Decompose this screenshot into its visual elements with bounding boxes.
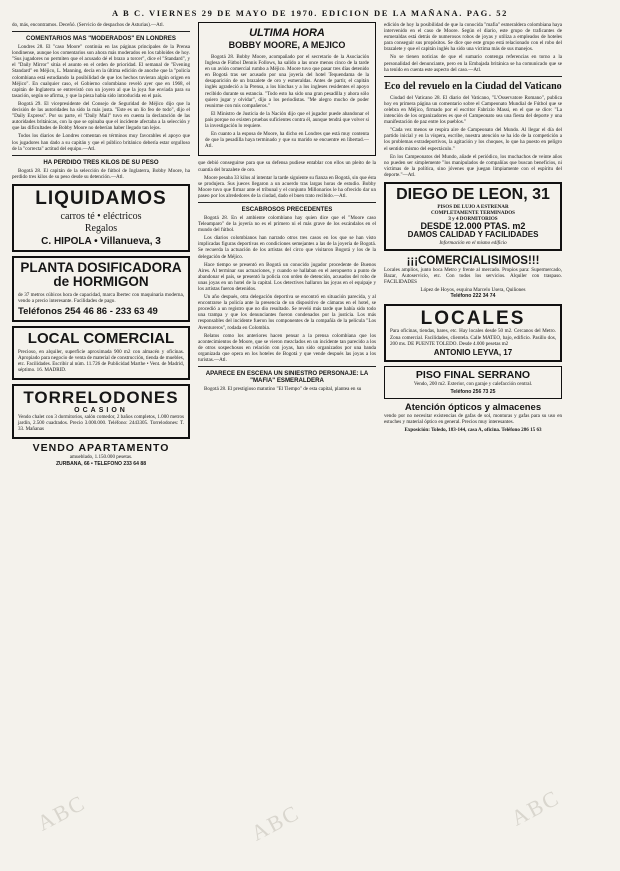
ad-title: LOCAL COMERCIAL (27, 329, 175, 347)
divider (12, 31, 190, 32)
headline-mafia: APARECE EN ESCENA UN SINIESTRO PERSONAJE: LA "MAFIA" ESMERALDERA (205, 370, 369, 385)
paragraph: En cuanto a la esposa de Moore, ha dicho en Londres que está muy contenta de que la pesadilla haya terminado y que su marido se encuentre en libertad.—Atl. (205, 131, 369, 150)
ad-diego-de-leon (384, 182, 562, 251)
page-masthead: A B C. VIERNES 29 DE MAYO DE 1970. EDICION DE LA MAÑANA. PAG. 52 (112, 8, 508, 18)
ad-line: carros té • eléctricos (60, 210, 142, 222)
paragraph: Moore pesaba 33 kilos al intentar la tarde siguiente su fianza en Bogotá, sin que ésta se produjera. Sus jueces llegaron a un acuerdo tras largas horas de estudio. Bobby Moore tuvo que firmar ante el tribunal y el conjunto Millonarios le ha ofrecido dar un paseo por los alrededores de la ciudad, dado el buen trato recibido.—Atl. (198, 174, 377, 199)
ad-body: Vendo, 200 m2. Exterior, con garaje y calefacción central. (413, 381, 533, 388)
divider (198, 202, 376, 203)
headline-moderados: COMENTARIOS MAS "MODERADOS" EN LONDRES (26, 35, 176, 43)
ad-local-comercial (12, 326, 190, 380)
paragraph: Relatos como los anteriores hacen pensar a la prensa colombiana que los acontecimientos de Moore, que se vieron mezclados en un incidente tan parecido a los de otros sospechosos en relación con joyas, han sido organizados por una banda organizada que opera en los hoteles de Bogotá y que vende después las joyas a los turistas.—Atl. (198, 332, 376, 364)
paragraph: No se tienen noticias de que el sumario contenga referencias en torno a la personalidad del denunciante, pero en la Embajada británica se ha comunicado que se ha tenido en cuenta este aspecto del caso.—Atl. (384, 54, 562, 73)
watermark-abc: ABC (506, 784, 564, 831)
paragraph: "Cada vez menos se respira aire de Campeonato del Mundo. Al llegar el día del partido inicial y en la víspera, escribe, nuestra atención se ha ido de la competición a los problemas extradeportivos, la agitación y los choques, lo que ha puesto en peligro el sentido mismo del espectáculo." (384, 127, 562, 152)
ad-planta-dosificadora (12, 256, 190, 322)
article-fragment: do, más, encontramos. Deceñó. (Servicio de despachos de Asturias).—Atl. (12, 22, 164, 28)
paragraph: Bogotá 28. El prestigioso matutino "El Tiempo" de esta capital, plantea en su (204, 386, 362, 393)
paragraph: Un año después, otra delegación deportiva se encontró en situación parecida, y al encontrarse la policía ante la presencia de un dispositivo de cámaras en el hotel, se procedió a un registro que no dio resultado. Se reveló más tarde que había sido todo una trampa y que los denunciantes fueron condenados por la justicia. Los más responsables del incidente fueron los componentes de la compañía de la película "Los Aventureros", rodada en Colombia. (198, 294, 376, 331)
ad-line: PISOS DE LUJO A ESTRENAR (437, 203, 509, 210)
paragraph: El Ministro de Justicia de la Nación dijo que el jugador puede abandonar el país porque no existen pruebas suficientes contra él, aunque tendrá que volver si la investigación lo requiere. (205, 110, 369, 130)
ad-line: Regalos (84, 222, 118, 234)
divider (12, 155, 190, 156)
ad-line: 3 y 4 DORMITORIOS (448, 215, 498, 222)
box-headline: BOBBY MOORE, A MEJICO (228, 40, 346, 50)
ad-title: TORRELODONES (23, 387, 179, 407)
ad-title: de HORMIGON (53, 274, 149, 290)
ad-phone: Teléfono 222 34 74 (450, 293, 496, 300)
ad-line: C. HIPOLA • Villanueva, 3 (41, 235, 161, 247)
ad-vendo-apartamento (12, 443, 190, 466)
ad-line: COMPLETAMENTE TERMINADOS (430, 209, 515, 216)
ad-line: ZURBANA, 66 • TELEFONO 233 64 88 (55, 460, 147, 467)
ad-line: Información en el mismo edificio (439, 239, 507, 246)
paragraph: Bogotá 28. Bobby Moore, acompañado por el secretario de la Asociación Inglesa de Fútbol Dennis Follows, ha salido a las once menos cinco de la tarde en un avión comercial rumbo a Méjico. Moore tuvo que pasar tres días detenido en Bogotá tras ser acusado por una joyería del hotel Tequendama de la desaparición de un brazalete de oro y esmeraldas. Antes de partir, el capitán inglés agradeció a la Prensa, a los hinchas y a los ingleses residentes el apoyo recibido durante su estancia. "Todo esto ha sido una gran pesadilla y ahora sólo quiero jugar y olvidar", dijo a los periodistas. "Me alegro mucho de poder reunirme con mis compañeros." (205, 54, 369, 109)
ad-liquidamos (12, 184, 190, 252)
ad-torrelodones (12, 384, 190, 439)
ad-title: Atención ópticos y almacenes (404, 402, 542, 414)
ad-body: vendo por no necesitar existencias de gafas de sol, monturas y gafas para su uso en estuches y material óptico en general. Precios muy interesantes. (384, 413, 562, 426)
headline-vaticano: Eco del revuelo en la Ciudad del Vaticano (384, 80, 562, 92)
ad-title: LOCALES (420, 307, 526, 329)
ad-phone: Teléfonos 254 46 86 - 233 63 49 (18, 305, 158, 317)
paragraph: Ciudad del Vaticano 28. El diario del Vaticano, "L'Osservatore Romano", publica hoy en primera página un comentario sobre el Campeonato Mundial de Fútbol que se celebra en Méjico, firmado por el escritor Fabrizio Massi, en el que se dice: "La intención de los organizadores es que el Campeonato sea una fiesta del deporte y una manifestación de paz entre los pueblos." (384, 94, 562, 126)
ad-title: PISO FINAL SERRANO (415, 369, 531, 382)
box-kicker: ULTIMA HORA (249, 27, 325, 39)
ad-title: VENDO APARTAMENTO (32, 442, 170, 455)
ad-body: Vendo chalet con 3 dormitorios, salón comedor, 2 baños completos, 1.000 metros jardín, 2.500 cuadrados. Precio 3.000.000. Teléfono: 2443305. Torrelodones: T. 33. Mañanas (18, 414, 184, 433)
paragraph: Londres 28. El "caso Moore" continúa en las páginas principales de la Prensa londinense, aunque los comentarios son ahora más moderados en los tabloides de hoy. "Sus jugadores no permiten que el acusado dé el brazo a torcer", dice el "Standard", y el "Daily Mirror" sitúa el asunto en el orden de prioridad. El semanal de "Evening Standard" en Méjico, L. Manning, decía en la última edición de anoche que la "policía colombiana está estudiando la posibilidad de que los hechos tuvieran algún origen en Méjico". En cualquier caso, el Gobierno colombiano reveló ayer que en 1968, el capitán de Inglaterra se entrevistó con un joyero al que la joya fue enviada para su tasación, según se afirma, y que la pieza había sido introducida en el país. (12, 44, 190, 99)
headline-precedentes: ESCABROSOS PRECEDENTES (241, 205, 333, 213)
ad-title: ¡¡¡COMERCIALISIMOS!!! (406, 254, 540, 267)
paragraph: Los diarios colombianos han narrado otros tres casos en los que se han visto implicadas figuras deportivas en condiciones semejantes a las de la joyería de Bogotá. Se recuerda la actuación de los artistas del circo que visitaron Bogotá y los de la delegación de Méjico. (198, 235, 376, 260)
paragraph: que debió conseguirse para que su defensa pudiese entablar con ellos un pleito de la cuantía del brazalete de oro. (198, 160, 376, 173)
ad-phone: Teléfono 256 73 25 (450, 389, 496, 396)
ad-title: PLANTA DOSIFICADORA (20, 260, 182, 276)
divider (198, 366, 376, 367)
watermark-abc: ABC (32, 789, 90, 836)
ad-subtitle: OCASION (74, 406, 128, 414)
ad-title: DIEGO DE LEON, 31 (396, 185, 550, 203)
paragraph: En los Campeonatos del Mundo, añade el periódico, los muchachos de veinte años no pueden ser simplemente "los manipulados de compañías que buscan beneficios, ni víctimas de la política, sino jóvenes que juegan limpiamente con el espíritu del deporte."—Atl. (384, 153, 562, 178)
paragraph: Bogotá 28. En el ambiente colombiano hay quien dice que el "Moore caso Teleamparo" de la joyería no es el primero ni el más grave de los escándalos en el mundo del fútbol. (198, 214, 376, 234)
paragraph: Bogotá 29. El vicepresidente del Consejo de Seguridad de Méjico dijo que la decisión de las autoridades ha sido la más justa. "Este es un lío feo de todo", dijo el "Daily Express". Por su parte, el "Daily Mail" tuvo en cuenta la declaración de las autoridades británicas, con la que se opinaba que el incidente afectaba a la selección y que las dificultades de Bobby Moore no deberían haber llegado tan lejos. (12, 100, 190, 132)
ad-title: LIQUIDAMOS (35, 187, 167, 209)
ad-line: DAMOS CALIDAD Y FACILIDADES (407, 230, 539, 240)
ad-line: amueblado, 1.150.000 pesetas. (69, 454, 133, 461)
paragraph: Hace tiempo se presentó en Bogotá un conocido jugador procedente de Buenos Aires. Al terminar sus actuaciones, y cuando se hallaban en el aeropuerto a punto de abandonar el país, se presentó la policía con orden de detención, acusados del robo de unas joyas en un hotel de la capital. Los detectives hallaron las joyas en el equipaje y los artistas fueron detenidos. (198, 261, 376, 292)
divider (384, 76, 562, 77)
ad-locales (384, 304, 562, 363)
column-1 (12, 22, 190, 467)
ad-line: ANTONIO LEYVA, 17 (433, 347, 513, 357)
ad-line: López de Hoyos, esquina Marcelo Usera, Quiñones (420, 287, 526, 294)
ad-comercialisimos (384, 255, 562, 300)
column-3 (384, 22, 562, 434)
headline-peso: HA PERDIDO TRES KILOS DE SU PESO (43, 158, 159, 166)
ad-body: Locales amplios, junto boca Metro y frente al mercado. Propios para: Supermercado, Bazar, Autoservicio, etc. Con todos los servicios. Alquiler con traspaso. FACILIDADES (384, 267, 562, 286)
column-2 (198, 22, 376, 394)
paragraph: Todos los diarios de Londres comentan en términos muy favorables el apoyo que los jugadores han dado a su capitán y que el público británico debería estar orgulloso de la "correcta" actitud del equipo.—Atl. (12, 133, 190, 152)
paragraph: Bogotá 28. El capitán de la selección de fútbol de Inglaterra, Bobby Moore, ha perdido tres kilos de su peso desde su detención.—Atl. (12, 167, 190, 180)
ad-body: Para oficinas, tiendas, bares, etc. Hay locales desde 50 m2. Cercanos del Metro. Zona comercial. Facilidades, clientela. Calle MATEO, bajo, edificio. Pasillo dos, 200 ms. DE PUENTE TOLEDO. Desde 4.000 pesetas m2 (390, 328, 556, 347)
ad-body: de 37 metros cúbicos hora de capacidad, marca Ibertec con maquinaria moderna, vendo a precio interesante. Facilidades de pago. (18, 291, 184, 304)
ad-opticos (384, 403, 562, 433)
watermark-abc: ABC (246, 799, 304, 846)
paragraph: edición de hoy la posibilidad de que la conocida "mafia" esmeraldera colombiana haya intervenido en el caso de Moore. Según el diario, este grupo de traficantes de esmeraldas está detrás de numerosos robos de joyas y utiliza a empleados de hoteles para conseguir sus propósitos. Se dice que este grupo está relacionado con el robo del brazalete y que el capitán inglés ha sido una víctima más de sus manejos. (384, 22, 562, 53)
ad-piso-serrano (384, 366, 562, 399)
ad-line: Exposición: Toledo, 183-144, casa A, oficina. Teléfono 286 15 63 (404, 427, 542, 434)
ultima-hora-box (198, 22, 376, 156)
ad-body: Precioso, en alquiler, superficie aproximada 900 m2 con almacén y oficinas. Apropiado para negocio de venta de material de construcción, tienda de muebles, etc. Facilidades. Escribir al núm. 11.726 de Publicidad Marthe • Vent. de Madrid, séptimo. 16. MADRID. (18, 348, 184, 373)
ad-line: DESDE 12.000 PTAS. m2 (420, 221, 526, 232)
